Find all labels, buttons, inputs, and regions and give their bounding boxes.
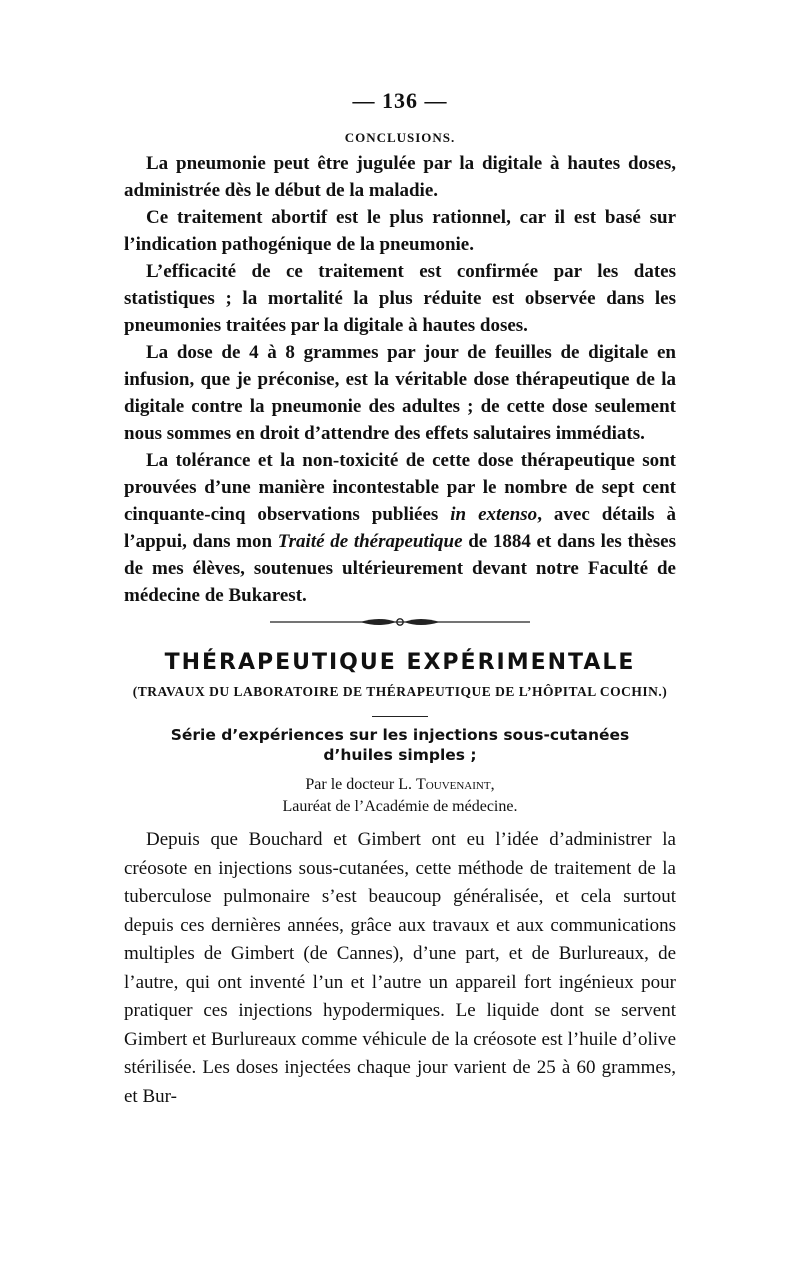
conclusion-paragraph: La pneumonie peut être jugulée par la digitale à hautes doses, administrée dès le début de la maladie. [124,153,676,201]
conclusion-paragraph: L’efficacité de ce traitement est confirmée par les dates statistiques ; la mortalité la plus réduite est observée dans les pneumonies traitées par la digitale à hautes doses. [124,261,676,336]
tolerance-text-2: , avec détails à l’appui, dans mon [124,504,677,552]
conclusions-block [124,150,676,609]
tolerance-paragraph [124,447,676,609]
body-paragraph: Depuis que Bouchard et Gimbert ont eu l’idée d’administrer la créosote en injections sous-cutanées, cette méthode de traitement de la tuberculose pulmonaire s’est beaucoup généralisée, et cela surtout depuis ces dernières années, grâce aux travaux et aux communications multiples de Gimbert (de Cannes), d’une part, et de Burlureaux, de l’autre, qui ont inventé l’un et l’autre un appareil fort ingénieux pour pratiquer ces injections hypodermiques. Le liquide dont se servent Gimbert et Burlureaux comme véhicule de la créosote est l’huile d’olive stérilisée. Les doses injectées chaque jour varient de 25 à 60 grammes, et Bur- [124,829,676,1107]
section-title: THÉRAPEUTIQUE EXPÉRIMENTALE [164,650,636,675]
author-title: Lauréat de l’Académie de médecine. [282,798,518,815]
article-body [124,826,676,1111]
short-rule [372,716,428,717]
tolerance-italic-1: in extenso [450,504,538,525]
article-title-line-2: d’huiles simples ; [323,746,477,764]
laboratory-subtitle: (TRAVAUX DU LABORATOIRE DE THÉRAPEUTIQUE DE L’HÔPITAL COCHIN.) [132,684,668,699]
tolerance-text-1: La tolérance et la non-toxicité de cette dose thérapeutique sont prouvées d’une manière incontestable par le nombre de sept cent cinquante-cinq observations publiées [124,450,676,525]
article-title [0,725,800,765]
running-head: CONCLUSIONS. [344,130,456,145]
tolerance-italic-2: Traité de thérapeutique [277,531,463,552]
author-block [0,774,800,818]
author-line [0,774,800,796]
conclusion-paragraph: La dose de 4 à 8 grammes par jour de feuilles de digitale en infusion, que je préconise, est la véritable dose thérapeutique de la digitale contre la pneumonie des adultes ; de cette dose seulement nous sommes en droit d’attendre des effets salutaires immédiats. [124,342,676,444]
author-name: Touvenaint, [416,776,495,793]
author-prefix: Par le docteur L. [305,776,417,793]
tolerance-text-3: de 1884 et dans les thèses de mes élèves, soutenues ultérieurement devant notre Faculté de médecine de Bukarest. [124,531,677,606]
conclusion-paragraph: Ce traitement abortif est le plus rationnel, car il est basé sur l’indication pathogénique de la pneumonie. [124,207,676,255]
ornamental-divider [270,612,530,632]
article-title-line-1: Série d’expériences sur les injections sous-cutanées [170,726,630,744]
page-number: — 136 — [352,88,448,113]
